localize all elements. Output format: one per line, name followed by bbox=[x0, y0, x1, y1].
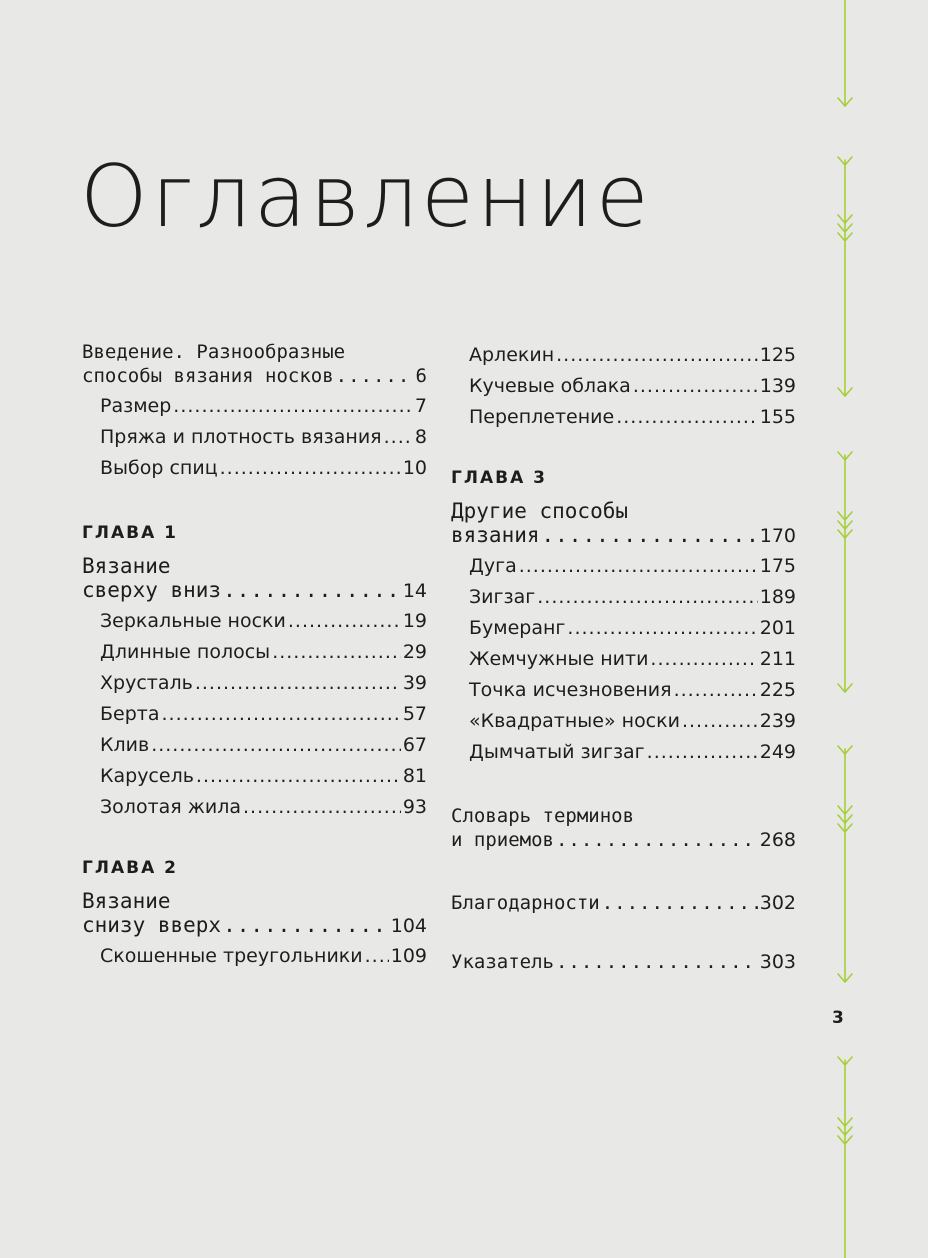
leader-dots bbox=[602, 888, 758, 919]
leader-dots bbox=[519, 551, 758, 582]
entry-name: Жемчужные нити bbox=[469, 648, 649, 670]
leader-dots bbox=[336, 364, 414, 388]
leader-dots bbox=[542, 523, 758, 547]
entry-page: 139 bbox=[759, 375, 796, 397]
toc-entry-sub[interactable] bbox=[82, 606, 427, 637]
entry-page: 189 bbox=[759, 586, 796, 608]
chapter1-page: 14 bbox=[402, 580, 427, 602]
toc-entry-sub[interactable] bbox=[451, 402, 796, 433]
chapter3-title-line1: Другие способы bbox=[451, 499, 629, 523]
toc-entry-sub[interactable] bbox=[82, 730, 427, 761]
toc-entry-sub[interactable] bbox=[451, 706, 796, 737]
entry-name: Точка исчезновения bbox=[469, 679, 672, 701]
toc-entry-sub[interactable] bbox=[82, 637, 427, 668]
toc-entry-chapter1[interactable] bbox=[82, 554, 427, 602]
entry-name: Переплетение bbox=[469, 406, 615, 428]
toc-entry-index[interactable] bbox=[451, 947, 796, 978]
leader-dots bbox=[674, 675, 758, 706]
leader-dots bbox=[220, 453, 401, 484]
leader-dots bbox=[647, 737, 758, 768]
toc-entry-sub[interactable] bbox=[451, 675, 796, 706]
leader-dots bbox=[682, 706, 758, 737]
chapter2-page: 104 bbox=[390, 915, 427, 937]
leader-dots bbox=[616, 402, 758, 433]
leader-dots bbox=[223, 913, 389, 937]
chapter2-label: ГЛАВА 2 bbox=[82, 858, 178, 878]
entry-name: Бумеранг bbox=[469, 617, 566, 639]
entry-name: Кучевые облака bbox=[469, 375, 631, 397]
entry-page: 10 bbox=[402, 457, 427, 479]
chapter1-title-line1: Вязание bbox=[82, 554, 171, 578]
entry-page: 19 bbox=[402, 610, 427, 632]
entry-name: Хрусталь bbox=[100, 672, 193, 694]
entry-name: Пряжа и плотность вязания bbox=[100, 426, 382, 448]
chapter3-title-line2: вязания bbox=[451, 523, 540, 547]
leader-dots bbox=[567, 613, 757, 644]
toc-entry-sub[interactable] bbox=[451, 340, 796, 371]
toc-entry-sub[interactable] bbox=[82, 941, 427, 972]
entry-name: Скошенные треугольники bbox=[100, 945, 363, 967]
entry-name: «Квадратные» носки bbox=[469, 710, 680, 732]
chapter1-label: ГЛАВА 1 bbox=[82, 523, 178, 543]
entry-name: Зигзаг bbox=[469, 586, 536, 608]
entry-name: Арлекин bbox=[469, 344, 555, 366]
entry-page: 57 bbox=[402, 703, 427, 725]
leader-dots bbox=[162, 699, 401, 730]
intro-title-line2: способы вязания носков bbox=[82, 365, 334, 387]
toc-entry-sub[interactable] bbox=[82, 699, 427, 730]
toc-entry-sub[interactable] bbox=[82, 391, 427, 422]
chapter3-title-line2-entry bbox=[451, 523, 796, 547]
entry-name: Берта bbox=[100, 703, 160, 725]
entry-page: 175 bbox=[759, 555, 796, 577]
toc-entry-sub[interactable] bbox=[82, 453, 427, 484]
toc-entry-sub[interactable] bbox=[451, 551, 796, 582]
entry-name: Золотая жила bbox=[100, 796, 242, 818]
entry-name: Зеркальные носки bbox=[100, 610, 286, 632]
entry-page: 125 bbox=[759, 344, 796, 366]
leader-dots bbox=[633, 371, 758, 402]
intro-title-line1: Введение. Разнообразные bbox=[82, 341, 346, 363]
toc-entry-sub[interactable] bbox=[451, 737, 796, 768]
entry-name: Длинные полосы bbox=[100, 641, 271, 663]
toc-entry-glossary[interactable] bbox=[451, 804, 796, 852]
toc-entry-sub[interactable] bbox=[451, 613, 796, 644]
leader-dots bbox=[556, 340, 758, 371]
entry-name: Дымчатый зигзаг bbox=[469, 741, 645, 763]
glossary-title-line2: и приемов bbox=[451, 829, 554, 851]
chapter3-page: 170 bbox=[759, 525, 796, 547]
toc-entry-sub[interactable] bbox=[451, 582, 796, 613]
thanks-page: 302 bbox=[759, 892, 796, 914]
toc-entry-sub[interactable] bbox=[82, 792, 427, 823]
entry-page: 67 bbox=[402, 734, 427, 756]
toc-entry-chapter2[interactable] bbox=[82, 889, 427, 937]
leader-dots bbox=[650, 644, 757, 675]
chapter2-title-line1: Вязание bbox=[82, 889, 171, 913]
entry-name: Выбор спиц bbox=[100, 457, 218, 479]
toc-entry-sub[interactable] bbox=[82, 761, 427, 792]
toc-entry-sub[interactable] bbox=[82, 668, 427, 699]
entry-page: 81 bbox=[402, 765, 427, 787]
thanks-title: Благодарности bbox=[451, 892, 600, 914]
leader-dots bbox=[537, 582, 757, 613]
intro-title-line2-entry bbox=[82, 364, 427, 388]
leader-dots bbox=[384, 422, 413, 453]
toc-entry-sub[interactable] bbox=[451, 371, 796, 402]
entry-page: 7 bbox=[414, 395, 427, 417]
leader-dots bbox=[151, 730, 401, 761]
index-title: Указатель bbox=[451, 951, 554, 973]
entry-page: 239 bbox=[759, 710, 796, 732]
toc-entry-chapter3[interactable] bbox=[451, 499, 796, 547]
intro-page: 6 bbox=[415, 365, 427, 387]
entry-page: 249 bbox=[759, 741, 796, 763]
toc-entry-sub[interactable] bbox=[451, 644, 796, 675]
chapter2-title-line2-entry bbox=[82, 913, 427, 937]
chapter1-title-line2: сверху вниз bbox=[82, 578, 222, 602]
index-page: 303 bbox=[759, 951, 796, 973]
leader-dots bbox=[556, 947, 758, 978]
leader-dots bbox=[556, 828, 758, 852]
entry-page: 225 bbox=[759, 679, 796, 701]
page-number: 3 bbox=[832, 1008, 844, 1028]
entry-page: 109 bbox=[390, 945, 427, 967]
entry-page: 8 bbox=[414, 426, 427, 448]
leader-dots bbox=[173, 391, 413, 422]
decorative-arrow-line bbox=[826, 0, 866, 1258]
leader-dots bbox=[195, 668, 401, 699]
entry-name: Дуга bbox=[469, 555, 517, 577]
entry-page: 201 bbox=[759, 617, 796, 639]
entry-name: Размер bbox=[100, 395, 172, 417]
leader-dots bbox=[223, 578, 401, 602]
leader-dots bbox=[243, 792, 401, 823]
glossary-page: 268 bbox=[759, 829, 796, 851]
glossary-title-line1: Словарь терминов bbox=[451, 805, 635, 827]
toc-entry-intro[interactable] bbox=[82, 340, 427, 388]
leader-dots bbox=[288, 606, 401, 637]
chapter1-title-line2-entry bbox=[82, 578, 427, 602]
leader-dots bbox=[272, 637, 401, 668]
entry-page: 93 bbox=[402, 796, 427, 818]
entry-page: 211 bbox=[759, 648, 796, 670]
entry-name: Клив bbox=[100, 734, 150, 756]
entry-page: 155 bbox=[759, 406, 796, 428]
chapter3-label: ГЛАВА 3 bbox=[451, 468, 547, 488]
toc-entry-sub[interactable] bbox=[82, 422, 427, 453]
toc-right-column bbox=[451, 340, 796, 978]
glossary-title-line2-entry bbox=[451, 828, 796, 852]
toc-entry-thanks[interactable] bbox=[451, 888, 796, 919]
entry-name: Карусель bbox=[100, 765, 194, 787]
entry-page: 29 bbox=[402, 641, 427, 663]
chapter2-title-line2: снизу вверх bbox=[82, 913, 222, 937]
leader-dots bbox=[196, 761, 401, 792]
entry-page: 39 bbox=[402, 672, 427, 694]
toc-left-column bbox=[82, 340, 427, 972]
page-title: Оглавление bbox=[80, 147, 652, 247]
leader-dots bbox=[365, 941, 389, 972]
